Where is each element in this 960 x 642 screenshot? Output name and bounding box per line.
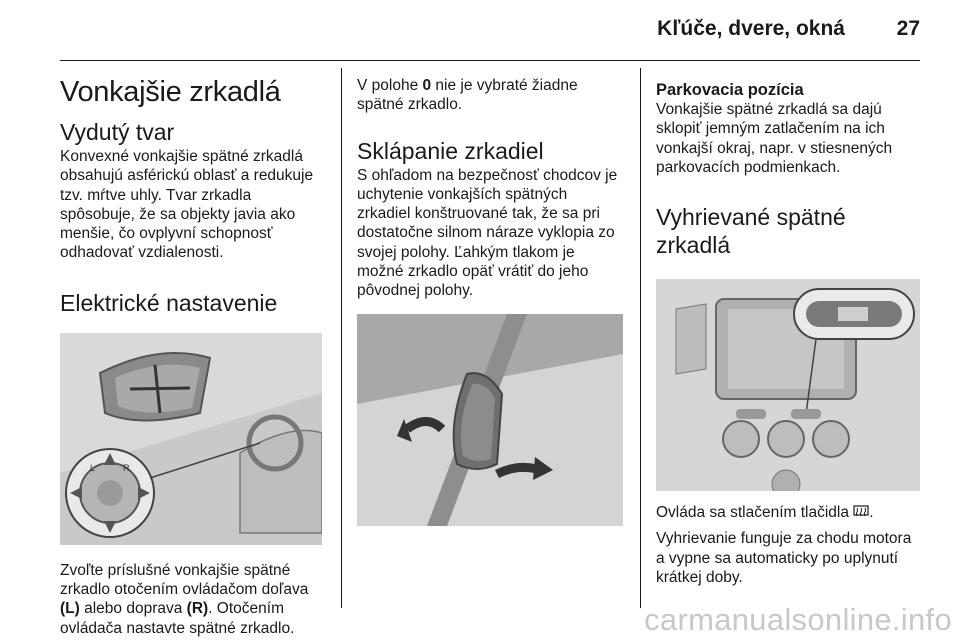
parking-text: Vonkajšie spätné zrkadlá sa dajú sklopiť jemným zatlačením na ich vonkajší okraj, napr. v stiesnených parkovacích podmienkach. xyxy=(656,101,893,176)
column-3 xyxy=(656,70,922,587)
subsection-heading-parking: Parkovacia pozícia xyxy=(656,81,804,99)
subsection-heading-electric: Elektrické nastavenie xyxy=(60,289,278,316)
column-divider-1 xyxy=(341,68,342,608)
figure-label-l: L xyxy=(90,462,96,473)
subsection-heading-heated: Vyhrievané spätné zrkadlá xyxy=(656,204,846,259)
mirror-folding-illustration xyxy=(357,314,623,526)
subsection-heading-folding: Sklápanie zrkadiel xyxy=(357,137,544,164)
column-divider-2 xyxy=(640,68,641,608)
position-zero: 0 xyxy=(422,77,432,94)
subsection-heading-convex: Vydutý tvar xyxy=(60,119,175,145)
figure-mirror-folding xyxy=(357,314,623,526)
figure-heated-button xyxy=(656,279,920,491)
electric-text: Zvoľte príslušné vonkajšie spätné zrkadlo otočením ovládačom doľava (L) alebo doprava (R). Otočením ovládača nastavte spätné zrkadlo. xyxy=(60,561,309,637)
column-2 xyxy=(357,70,623,526)
header-rule xyxy=(60,60,920,61)
left-label: (L) xyxy=(60,600,80,618)
watermark: carmanualsonline.info xyxy=(644,602,952,637)
dashboard-illustration xyxy=(656,279,920,491)
header-title: Kľúče, dvere, okná xyxy=(657,17,845,40)
figure-mirror-adjust xyxy=(60,333,322,545)
convex-text: Konvexné vonkajšie spätné zrkadlá obsahujú asférickú oblasť a redukuje tzv. mŕtve uhly. Tvar zrkadla spôsobuje, že sa objekty javia ako menšie, čo ovplyvní schopnosť odhadovať vzdialenosti. xyxy=(60,148,314,262)
figure-label-r: R xyxy=(123,462,130,473)
rear-defrost-icon xyxy=(853,505,869,524)
column-1 xyxy=(60,70,322,638)
page-header xyxy=(0,0,960,60)
neutral-position-text: V polohe 0 nie je vybraté žiadne spätné zrkadlo. xyxy=(357,77,578,114)
right-label: (R) xyxy=(186,600,209,618)
mirror-adjust-illustration xyxy=(60,333,322,545)
heated-text-1: Ovláda sa stlačením tlačidla . xyxy=(656,503,922,524)
section-title: Vonkajšie zrkadlá xyxy=(60,76,281,108)
folding-text: S ohľadom na bezpečnosť chodcov je uchytenie vonkajších spätných zrkadiel konštruované tak, že sa pri dostatočne silnom náraze vyklopia zo svojej polohy. Ľahkým tlakom je možné zrkadlo opäť vrátiť do jeho pôvodnej polohy. xyxy=(357,166,618,300)
heated-text-2: Vyhrievanie funguje za chodu motora a vypne sa automaticky po uplynutí krátkej doby. xyxy=(656,530,912,587)
page-number: 27 xyxy=(896,17,920,40)
